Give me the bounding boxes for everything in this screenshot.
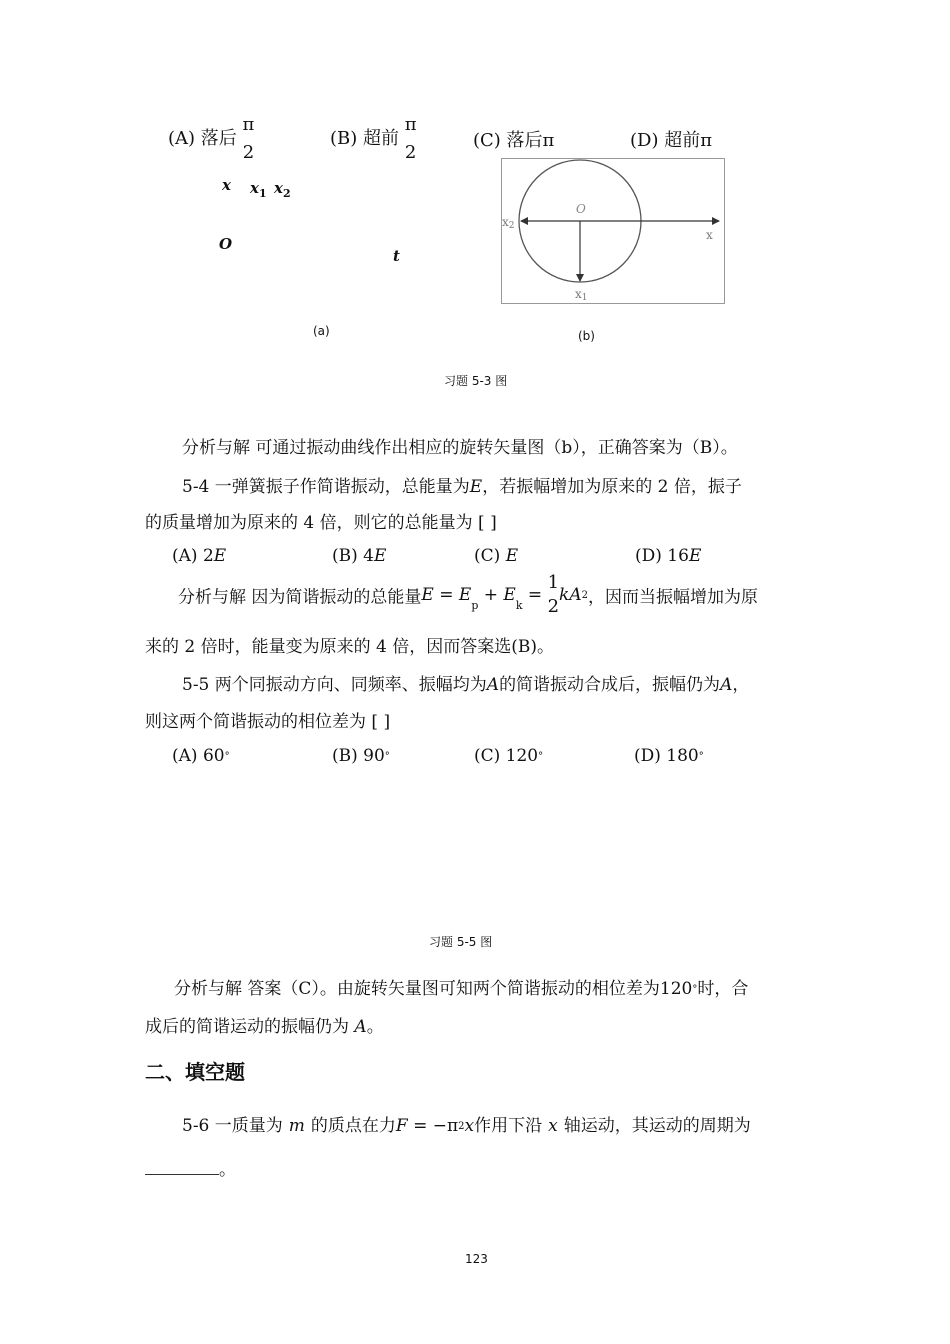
q55-line1-A: A [486,675,500,695]
q55-analysis-pre: 分析与解 答案（C）。由旋转矢量图可知两个简谐振动的相位差为 [174,979,660,999]
fig-a-caption: (a) [313,324,330,338]
q54-option-a-var: E [213,546,227,566]
fig-a-x1-text: x [250,179,259,197]
fig-b-x1-text: x [575,287,582,301]
q54-analysis-line1 [178,574,758,616]
q55-line1-post: ， [732,675,750,695]
eq-square-sup: 2 [581,589,588,601]
fig-a-x2-text: x [274,179,283,197]
fig-a-x1-label [250,178,267,200]
q55-analysis-post: 时，合 [697,979,749,999]
eq-E: E [421,585,434,605]
q54-analysis-post: ，因而当振幅增加为原 [587,587,758,608]
q55-analysis-line2-A: A [354,1017,367,1037]
q54-option-b-label: (B) 4 [332,546,374,566]
frac-num: π [404,114,417,135]
q54-line2: 的质量增加为原来的 4 倍，则它的总能量为 [ ] [145,513,497,533]
q54-option-a-label: (A) 2 [172,546,214,566]
q55-option-d [634,746,704,766]
q54-analysis-line2: 来的 2 倍时，能量变为原来的 4 倍，因而答案选(B)。 [145,637,555,657]
eq-half-fraction [548,574,559,616]
q55-figure-caption: 习题 5-5 图 [429,935,493,949]
q54-option-d-var: E [688,546,702,566]
q55-option-d-label: (D) 180 [634,746,699,766]
q54-option-d [635,546,701,566]
q55-option-d-deg: ° [698,751,704,762]
fig-a-x2-sub: 2 [282,187,291,200]
q54-option-a [172,546,226,566]
fig-a-origin-text: O [219,235,233,253]
q55-option-c-deg: ° [538,751,544,762]
eq-equals-2: = [522,585,548,605]
q55-option-b-deg: ° [384,751,390,762]
q56-x2: x [548,1116,558,1136]
q56-x: x [464,1116,475,1136]
fig-a-t-text: t [393,247,400,265]
q54-option-c [474,546,518,566]
q55-option-c-label: (C) 120 [474,746,539,766]
q54-analysis-pre: 分析与解 因为简谐振动的总能量 [178,587,422,608]
q53-option-b-frac [405,116,417,162]
q55-analysis-line2-post: 。 [366,1017,384,1037]
q54-line1-E: E [469,477,483,497]
q54-option-c-var: E [505,546,519,566]
q54-option-b-var: E [373,546,387,566]
q55-analysis-line1 [174,974,748,999]
q55-option-a-deg: ° [224,751,230,762]
q55-analysis-deg: ° [692,984,698,995]
fig-a-x-text: x [222,176,231,194]
q56-F: F [395,1116,408,1136]
eq-Ek: E [503,585,516,605]
q53-option-a [168,116,254,162]
q53-option-d: (D) 超前π [630,130,713,151]
q55-line1-A2: A [720,675,733,695]
q53-option-a-frac [243,116,255,162]
fig-b-diagram [501,150,731,310]
fig-a-x1-sub: 1 [258,187,267,200]
q55-option-a [172,746,230,766]
q56-question [182,1111,751,1136]
eq-equals-1: = [433,585,459,605]
q53-figure-caption: 习题 5-3 图 [444,374,508,388]
q56-answer-line [145,1155,236,1180]
q53-option-b [330,116,417,162]
q54-line1-post: ，若振幅增加为原来的 2 倍，振子 [482,477,742,497]
q54-energy-equation [421,585,548,612]
q56-pre: 5-6 一质量为 [182,1116,283,1136]
q55-analysis-line2-pre: 成后的简谐运动的振幅仍为 [145,1017,355,1037]
fig-a-x2-label [274,178,291,200]
q55-option-b [332,746,390,766]
frac-den: 2 [404,142,417,163]
q56-eq: = −π [407,1116,459,1136]
q55-line1 [182,670,749,695]
q56-square-sup: 2 [458,1121,465,1132]
q56-mid1: 的质点在力 [310,1116,396,1136]
eq-plus: + [478,585,504,605]
q56-answer-blank [145,1160,219,1175]
q55-option-b-label: (B) 90 [332,746,385,766]
frac-num: 1 [547,572,560,593]
q56-mid2: 作用下沿 [474,1116,543,1136]
fig-b-x1-label [575,287,588,301]
fig-b-x-axis-label: x [706,228,713,242]
q53-option-c: (C) 落后π [473,130,555,151]
fig-a-origin-label [219,234,232,253]
q55-analysis-line2 [145,1012,384,1037]
fig-b-origin-label: O [576,202,586,216]
q54-line1 [182,472,742,497]
page-number: 123 [465,1252,488,1266]
q55-analysis-value: 120 [659,979,693,999]
q55-line1-pre: 5-5 两个同振动方向、同频率、振幅均为 [182,675,487,695]
eq-kA: kA [559,585,582,605]
q55-option-c [474,746,543,766]
fig-b-x2-sub: 2 [508,221,515,231]
eq-k-sub: k [515,599,523,612]
frac-den: 2 [547,596,560,617]
q56-end-punct: 。 [219,1160,236,1180]
fig-b-x1-sub: 1 [581,293,588,303]
q55-line1-mid: 的简谐振动合成后，振幅仍为 [499,675,721,695]
q54-line1-pre: 5-4 一弹簧振子作简谐振动，总能量为 [182,477,470,497]
q53-option-b-label: (B) 超前 [330,128,399,149]
q54-option-c-label: (C) [474,546,506,566]
q53-analysis: 分析与解 可通过振动曲线作出相应的旋转矢量图（b），正确答案为（B）。 [182,438,738,458]
fig-b-caption: (b) [578,329,595,343]
q56-post: 轴运动，其运动的周期为 [563,1116,751,1136]
q55-option-a-label: (A) 60 [172,746,225,766]
q55-line2: 则这两个简谐振动的相位差为 [ ] [145,712,391,732]
fig-b-x2-text: x [502,215,509,229]
frac-num: π [242,114,255,135]
eq-Ep: E [458,585,472,605]
frac-den: 2 [242,142,255,163]
section-2-heading: 二、填空题 [145,1060,245,1084]
eq-p-sub: p [471,599,479,612]
fig-b-x2-label [502,215,515,229]
fig-a-t-label [393,246,400,265]
q56-m: m [288,1116,305,1136]
fig-a-x-label [222,175,231,194]
q54-option-d-label: (D) 16 [635,546,689,566]
q54-option-b [332,546,386,566]
q53-option-a-label: (A) 落后 [168,128,237,149]
